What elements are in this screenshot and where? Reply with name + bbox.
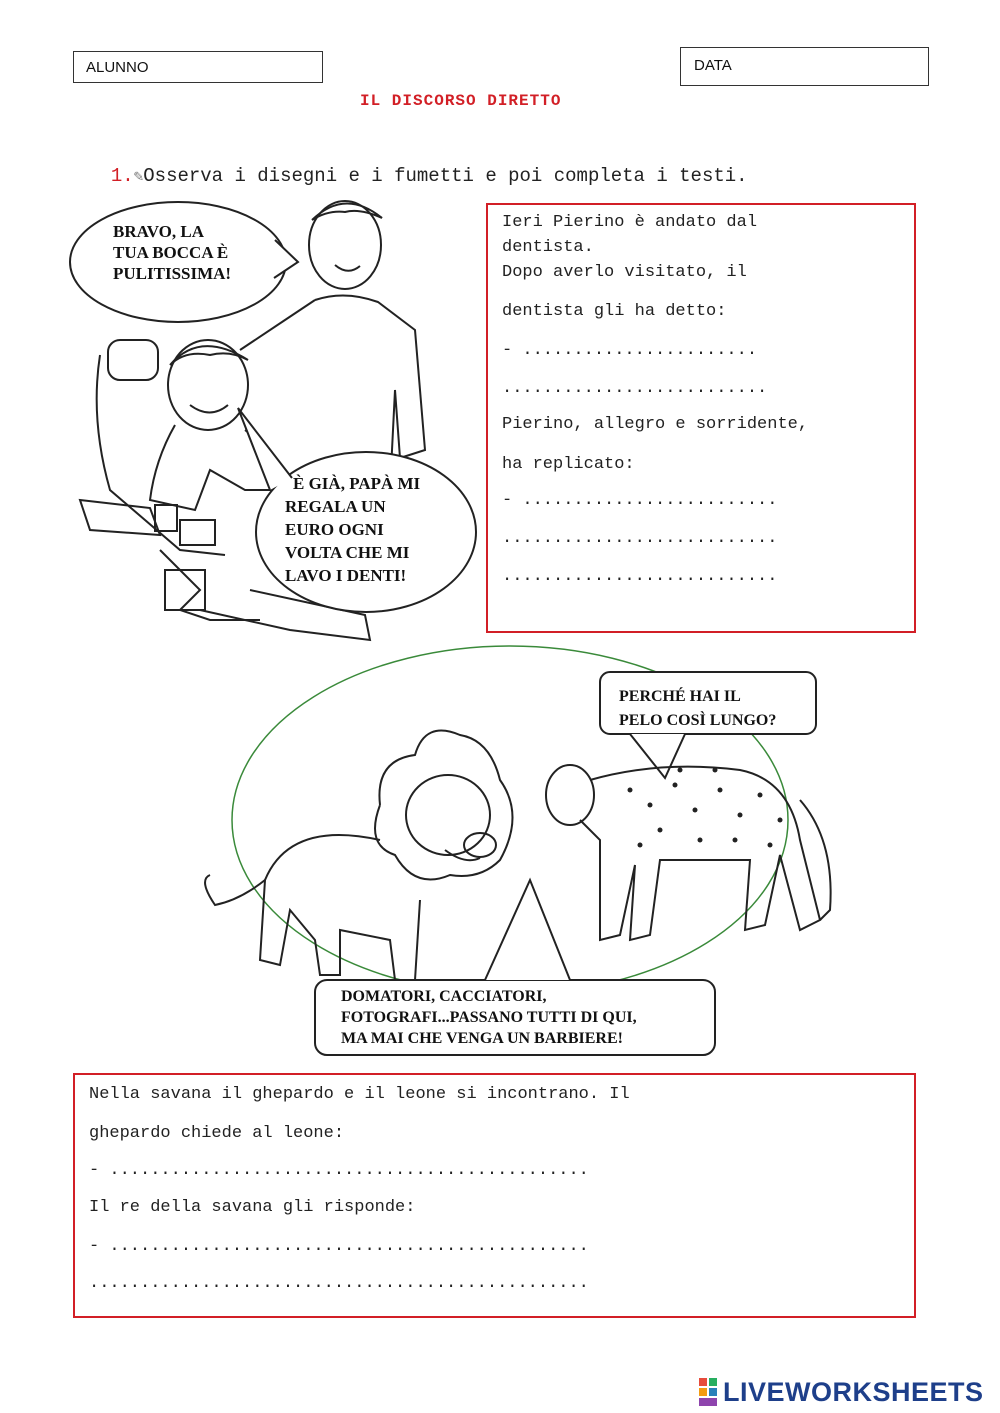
liveworksheets-logo-icon [697, 1376, 721, 1408]
dentist-story-box [486, 203, 916, 633]
student-label: ALUNNO [86, 59, 149, 76]
boy-bubble-text [285, 472, 420, 587]
answer-line[interactable]: ................................................. [89, 1274, 589, 1293]
story-line: Dopo averlo visitato, il [502, 263, 747, 282]
lion-bubble-line: FOTOGRAFI...PASSANO TUTTI DI QUI, [341, 1009, 637, 1026]
lion-bubble-line: MA MAI CHE VENGA UN BARBIERE! [341, 1030, 623, 1047]
savanna-story-box [73, 1073, 916, 1318]
answer-line[interactable]: - ............................................... [89, 1161, 589, 1180]
boy-bubble-line: VOLTA CHE MI [285, 543, 410, 562]
answer-line[interactable]: - ......................... [502, 491, 778, 510]
lion-bubble-text [341, 986, 637, 1049]
boy-bubble-line: REGALA UN [285, 497, 386, 516]
instruction [88, 143, 748, 187]
boy-bubble-line: LAVO I DENTI! [285, 566, 407, 585]
story-line: Ieri Pierino è andato dal [502, 213, 758, 232]
story-line: ghepardo chiede al leone: [89, 1124, 345, 1143]
pencil-icon: ✎ [133, 168, 144, 186]
story-line: Nella savana il ghepardo e il leone si incontrano. Il [89, 1085, 630, 1104]
answer-line[interactable]: - ....................... [502, 341, 758, 360]
answer-line[interactable]: ........................... [502, 529, 778, 548]
dentist-bubble-line: PULITISSIMA! [113, 264, 232, 283]
student-name-field[interactable] [73, 51, 323, 83]
date-field[interactable] [680, 47, 929, 86]
brand-name: LIVEWORKSHEETS [723, 1376, 984, 1407]
story-line: dentista. [502, 238, 594, 257]
lion-bubble-line: DOMATORI, CACCIATORI, [341, 988, 547, 1005]
cheetah-bubble-text [619, 685, 776, 733]
answer-line[interactable]: .......................... [502, 379, 768, 398]
story-line: dentista gli ha detto: [502, 302, 727, 321]
story-line: Pierino, allegro e sorridente, [502, 415, 809, 434]
instruction-text: Osserva i disegni e i fumetti e poi completa i testi. [143, 165, 748, 187]
story-line: ha replicato: [502, 455, 635, 474]
dentist-bubble-line: TUA BOCCA È [113, 243, 229, 262]
answer-line[interactable]: ........................... [502, 567, 778, 586]
boy-bubble-line: EURO OGNI [285, 520, 384, 539]
answer-line[interactable]: - ............................................... [89, 1237, 589, 1256]
liveworksheets-logo [697, 1374, 984, 1410]
boy-bubble-line: È GIÀ, PAPÀ MI [293, 474, 421, 493]
instruction-number: 1. [110, 165, 134, 187]
date-label: DATA [694, 57, 732, 74]
cheetah-bubble-line: PELO COSÌ LUNGO? [619, 712, 777, 729]
page-title: IL DISCORSO DIRETTO [360, 92, 562, 110]
dentist-bubble-line: BRAVO, LA [113, 222, 204, 241]
story-line: Il re della savana gli risponde: [89, 1198, 416, 1217]
cheetah-bubble-line: PERCHÉ HAI IL [619, 688, 741, 705]
dentist-bubble-text [113, 221, 231, 284]
